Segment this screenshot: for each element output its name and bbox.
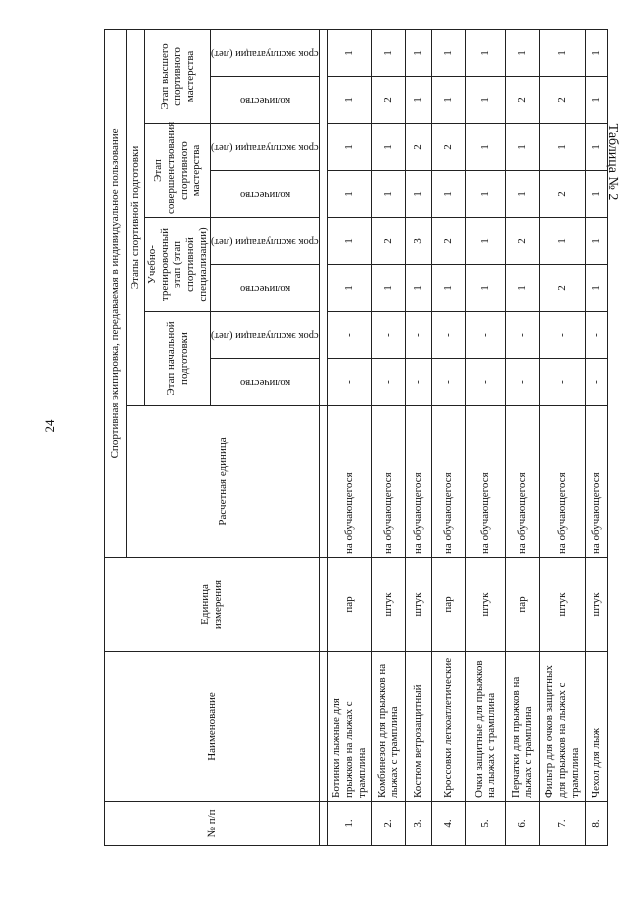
row-name: Перчатки для прыжков на лыжах с трамплина [505,652,539,802]
header-term: срок эксплуатации (лет) [211,218,320,265]
header-calc: Расчетная единица [127,406,320,558]
header-stage-2: Учебно-тренировочный этап (этап спортивной специализации) [145,218,211,312]
table-row [371,29,405,845]
header-stage-1: Этап начальной подготовки [145,312,211,406]
row-term: 3 [405,218,431,265]
row-calc: на обучающегося [431,406,465,558]
row-term: 1 [465,124,505,171]
row-unit: штук [585,558,607,652]
row-qty: - [539,359,585,406]
row-term: 2 [431,218,465,265]
row-number: 4. [431,802,465,846]
row-number: 6. [505,802,539,846]
row-qty: - [465,359,505,406]
row-qty: 1 [585,171,607,218]
row-calc: на обучающегося [539,406,585,558]
row-qty: 1 [371,265,405,312]
row-term: 2 [431,124,465,171]
row-term: 1 [327,124,371,171]
row-term: 2 [405,124,431,171]
table-row [539,29,585,845]
header-unit: Единица измерения [105,558,320,652]
row-number: 3. [405,802,431,846]
header-group-title: Спортивная экипировка, передаваемая в индивидуальное пользование [105,29,127,557]
row-qty: 1 [431,265,465,312]
row-calc: на обучающегося [327,406,371,558]
row-term: - [327,312,371,359]
header-stages-title: Этапы спортивной подготовки [127,29,145,405]
row-qty: - [585,359,607,406]
row-qty: 1 [405,171,431,218]
row-qty: - [505,359,539,406]
row-calc: на обучающегося [465,406,505,558]
row-name: Кроссовки легкоатлетические [431,652,465,802]
spacer-cell [319,29,327,405]
row-qty: 1 [327,77,371,124]
row-term: 1 [505,29,539,76]
row-term: - [431,312,465,359]
row-term: 1 [539,124,585,171]
spacer-cell [319,802,327,846]
row-name: Ботинки лыжные для прыжков на лыжах с трамплина [327,652,371,802]
row-name: Комбинезон для прыжков на лыжах с трамплина [371,652,405,802]
row-unit: штук [371,558,405,652]
header-qty: количество [211,359,320,406]
table-row [505,29,539,845]
header-qty: количество [211,77,320,124]
table-row [327,29,371,845]
row-qty: 1 [371,171,405,218]
row-calc: на обучающегося [505,406,539,558]
row-name: Фильтр для очков защитных для прыжков на лыжах с трамплина [539,652,585,802]
row-number: 1. [327,802,371,846]
row-term: 1 [371,124,405,171]
row-qty: 1 [431,171,465,218]
row-number: 2. [371,802,405,846]
table-row [405,29,431,845]
row-unit: пар [327,558,371,652]
table-body [327,29,607,845]
header-stage-3: Этап совершенствования спортивного мастерства [145,124,211,218]
row-term: 1 [465,29,505,76]
row-qty: 2 [539,77,585,124]
page-number: 24 [42,419,57,433]
header-term: срок эксплуатации (лет) [211,124,320,171]
row-number: 7. [539,802,585,846]
row-unit: штук [405,558,431,652]
row-unit: пар [505,558,539,652]
table-label: Таблица № 2 [605,123,620,201]
row-qty: 1 [585,77,607,124]
row-unit: пар [431,558,465,652]
header-qty: количество [211,265,320,312]
header-term: срок эксплуатации (лет) [211,29,320,76]
row-term: 1 [505,124,539,171]
row-qty: 2 [505,77,539,124]
spacer-cell [319,652,327,802]
header-stage-4: Этап высшего спортивного мастерства [145,29,211,123]
row-term: 1 [371,29,405,76]
row-term: - [405,312,431,359]
row-unit: штук [465,558,505,652]
row-calc: на обучающегося [405,406,431,558]
row-term: 1 [327,29,371,76]
row-term: 1 [431,29,465,76]
row-term: - [585,312,607,359]
spacer-cell [319,406,327,558]
row-qty: 2 [539,171,585,218]
row-number: 5. [465,802,505,846]
row-term: - [465,312,505,359]
row-qty: 1 [431,77,465,124]
table-row [585,29,607,845]
header-term: срок эксплуатации (лет) [211,312,320,359]
row-qty: 1 [505,171,539,218]
row-term: 1 [327,218,371,265]
row-qty: 1 [465,265,505,312]
row-qty: - [431,359,465,406]
row-name: Костюм ветрозащитный [405,652,431,802]
row-qty: 1 [327,171,371,218]
table-row [431,29,465,845]
row-qty: 1 [505,265,539,312]
row-qty: 1 [405,265,431,312]
row-term: 1 [539,218,585,265]
row-term: - [539,312,585,359]
row-name: Чехол для лыж [585,652,607,802]
equipment-table [104,29,608,846]
row-qty: - [371,359,405,406]
spacer-cell [319,558,327,652]
row-qty: 1 [405,77,431,124]
row-term: - [371,312,405,359]
rotated-table-container [104,30,602,846]
row-term: 1 [465,218,505,265]
row-qty: 2 [539,265,585,312]
row-term: 1 [539,29,585,76]
row-qty: 1 [327,265,371,312]
row-term: 1 [585,124,607,171]
row-qty: 1 [585,265,607,312]
row-calc: на обучающегося [371,406,405,558]
row-qty: 1 [465,171,505,218]
header-name: Наименование [105,652,320,802]
row-term: 1 [405,29,431,76]
row-term: 1 [585,218,607,265]
row-number: 8. [585,802,607,846]
row-qty: - [327,359,371,406]
table-row [465,29,505,845]
row-qty: - [405,359,431,406]
row-term: 1 [585,29,607,76]
row-qty: 2 [371,77,405,124]
header-qty: количество [211,171,320,218]
row-term: - [505,312,539,359]
row-name: Очки защитные для прыжков на лыжах с трамплина [465,652,505,802]
row-calc: на обучающегося [585,406,607,558]
row-term: 2 [371,218,405,265]
header-num: № п/п [105,802,320,846]
row-unit: штук [539,558,585,652]
row-qty: 1 [465,77,505,124]
row-term: 2 [505,218,539,265]
